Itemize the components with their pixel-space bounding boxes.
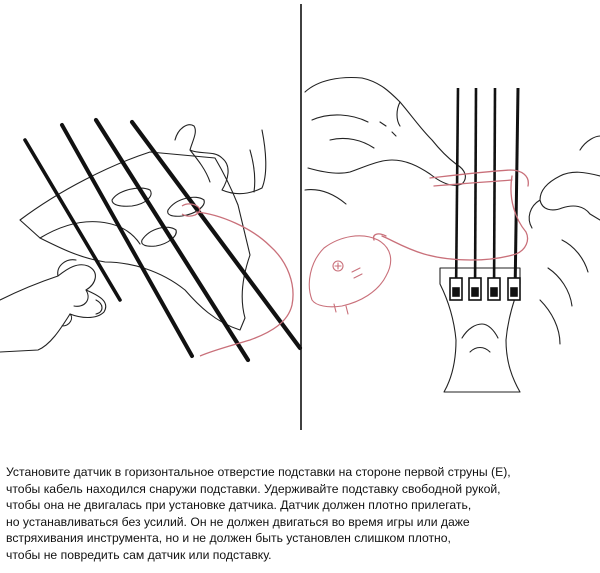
string-e bbox=[25, 140, 120, 300]
instruction-line: чтобы она не двигалась при установке датчика. Датчик должен плотно прилегать, bbox=[6, 498, 472, 513]
left-panel bbox=[0, 125, 266, 352]
instruction-line: чтобы не повредить сам датчик или подставку. bbox=[6, 547, 272, 562]
strings-right bbox=[456, 88, 518, 296]
string-4 bbox=[515, 88, 518, 296]
instruction-line: но устанавливаться без усилий. Он не должен двигаться во время игры или даже bbox=[6, 514, 470, 529]
right-panel bbox=[305, 78, 600, 392]
instruction-line: чтобы кабель находился снаружи подставки. Удерживайте подставку свободной рукой, bbox=[6, 481, 501, 496]
string-2 bbox=[475, 88, 476, 296]
string-3 bbox=[494, 88, 495, 296]
pickup-pod bbox=[309, 236, 390, 307]
hand-right-panel-left bbox=[305, 78, 465, 186]
string-saddles bbox=[450, 278, 520, 300]
hand-right-panel-right bbox=[540, 172, 600, 220]
instruction-text bbox=[6, 464, 596, 564]
hand-lower-left bbox=[0, 265, 106, 352]
instruction-line: Установите датчик в горизонтальное отверстие подставки на стороне первой струны (E), bbox=[6, 465, 511, 479]
pickup-cable-right bbox=[374, 170, 529, 260]
string-g bbox=[132, 122, 300, 348]
instruction-line: встряхивания инструмента, но и не должен быть установлен слишком плотно, bbox=[6, 531, 451, 546]
strings-left bbox=[25, 120, 300, 360]
string-1 bbox=[456, 88, 458, 296]
